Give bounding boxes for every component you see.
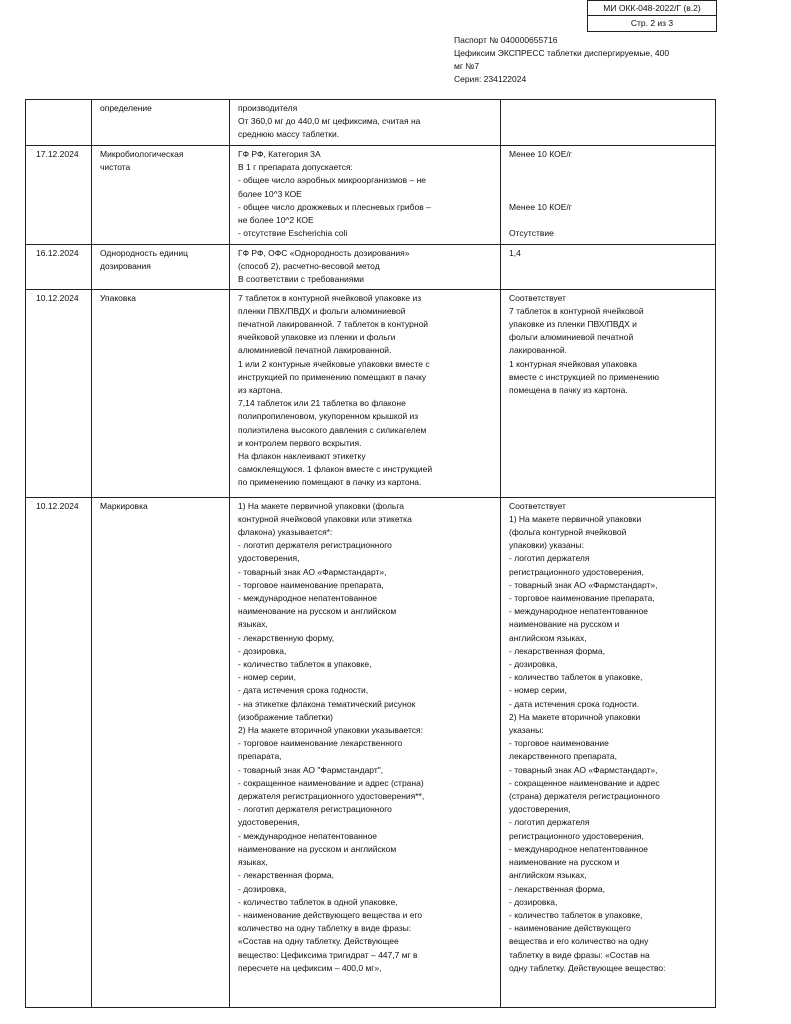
requirement-line: - лекарственную форму,	[238, 632, 335, 643]
indicator-line: чистота	[100, 162, 131, 173]
requirement-cell	[230, 289, 501, 497]
requirement-line: - торговое наименование препарата,	[238, 579, 384, 590]
requirement-line: 1 или 2 контурные ячейковые упаковки вместе с	[238, 358, 430, 369]
requirement-line: ячейковой упаковке из пленки и фольги	[238, 332, 396, 343]
result-line: 1) На макете первичной упаковки	[509, 513, 642, 524]
result-line: английском языках,	[509, 632, 587, 643]
result-line: указаны:	[509, 725, 544, 736]
result-line: - товарный знак АО «Фармстандарт»,	[509, 764, 658, 775]
result-line: помещена в пачку из картона.	[509, 385, 628, 396]
date-cell: 17.12.2024	[26, 146, 92, 245]
indicator-line: Упаковка	[100, 292, 137, 303]
requirement-line: ГФ РФ, ОФС «Однородность дозирования»	[238, 248, 410, 258]
result-line: - логотип держателя	[509, 817, 590, 828]
requirement-line: контурной ячейковой упаковки или этикетка	[238, 513, 412, 524]
requirement-line: 7 таблеток в контурной ячейковой упаковке из	[238, 292, 422, 303]
result-line: регистрационного удостоверения,	[509, 830, 644, 841]
requirement-line: и контролем первого вскрытия.	[238, 437, 362, 448]
requirement-line: - дозировка,	[238, 645, 287, 656]
indicator-cell	[92, 245, 230, 290]
requirement-line: количество на одну таблетку в виде фразы:	[238, 923, 412, 934]
result-line: лекарственного препарата,	[509, 751, 617, 762]
requirement-line: - общее число дрожжевых и плесневых грибов –	[238, 201, 431, 212]
requirement-line: наименование на русском и английском	[238, 606, 397, 617]
result-line: (фольга контурной ячейковой	[509, 527, 627, 538]
result-line: - товарный знак АО «Фармстандарт»,	[509, 579, 658, 590]
requirement-line: В 1 г препарата допускается:	[238, 162, 353, 173]
date-cell: 10.12.2024	[26, 289, 92, 497]
result-cell	[501, 497, 716, 1007]
result-cell	[501, 245, 716, 290]
requirement-line: - количество таблеток в упаковке,	[238, 659, 372, 670]
result-line: вместе с инструкцией по применению	[509, 371, 659, 382]
product-name-line-2: мг №7	[454, 61, 480, 71]
result-line: удостоверения,	[509, 804, 571, 815]
result-line: наименование на русском и	[509, 619, 620, 630]
indicator-cell	[92, 289, 230, 497]
table-row	[26, 289, 716, 497]
requirement-line: - логотип держателя регистрационного	[238, 804, 392, 815]
requirement-line: производителя	[238, 103, 298, 113]
requirement-line: - лекарственная форма,	[238, 870, 334, 881]
result-line: Соответствует	[509, 292, 566, 303]
indicator-cell	[92, 146, 230, 245]
requirement-line: - отсутствие Escherichia coli	[238, 228, 348, 239]
result-line: лакированной.	[509, 345, 567, 356]
series-number: Серия: 234122024	[454, 74, 527, 84]
result-line	[509, 188, 711, 201]
result-line: Отсутствие	[509, 228, 554, 239]
result-line: - дата истечения срока годности.	[509, 698, 640, 709]
requirement-line: - количество таблеток в одной упаковке,	[238, 896, 398, 907]
result-line: - лекарственная форма,	[509, 645, 605, 656]
requirement-line: От 360,0 мг до 440,0 мг цефиксима, считая на	[238, 116, 421, 127]
requirement-line: печатной лакированной. 7 таблеток в контурной	[238, 319, 429, 330]
result-line: наименование на русском и	[509, 857, 620, 868]
result-line: (страна) держателя регистрационного	[509, 791, 660, 802]
indicator-line: Маркировка	[100, 500, 148, 511]
requirement-line: языках,	[238, 857, 268, 868]
result-line: фольги алюминиевой печатной	[509, 332, 634, 343]
requirement-cell	[230, 146, 501, 245]
requirement-line: 2) На макете вторичной упаковки указывается:	[238, 725, 424, 736]
result-line	[509, 161, 711, 174]
result-line: 1 контурная ячейковая упаковка	[509, 358, 638, 369]
requirement-line: наименование на русском и английском	[238, 843, 397, 854]
requirement-line: - дозировка,	[238, 883, 287, 894]
indicator-line: Микробиологическая	[100, 149, 184, 159]
requirement-line: флакона) указывается*:	[238, 527, 333, 538]
requirement-cell	[230, 100, 501, 146]
result-line: - международное непатентованное	[509, 606, 649, 617]
requirement-line: языках,	[238, 619, 268, 630]
test-results-table	[25, 99, 716, 1008]
result-line: 2) На макете вторичной упаковки	[509, 711, 641, 722]
requirement-line: В соответствии с требованиями	[238, 274, 364, 285]
requirement-line: держателя регистрационного удостоверения**,	[238, 791, 425, 802]
requirement-line: На флакон наклеивают этикетку	[238, 451, 366, 462]
requirement-line: не более 10^2 КОЕ	[238, 215, 314, 226]
result-line	[509, 174, 711, 187]
date-cell: 10.12.2024	[26, 497, 92, 1007]
requirement-line: (способ 2), расчетно-весовой метод	[238, 261, 380, 272]
requirement-line: пленки ПВХ/ПВДХ и фольги алюминиевой	[238, 305, 406, 316]
result-line: - торговое наименование препарата,	[509, 593, 655, 604]
requirement-line: - сокращенное наименование и адрес (страна)	[238, 777, 424, 788]
result-line: одну таблетку. Действующее вещество:	[509, 962, 666, 973]
requirement-line: 7,14 таблеток или 21 таблетка во флаконе	[238, 398, 406, 409]
requirement-line: полиэтилена высокого давления с силикагелем	[238, 424, 427, 435]
result-line: - международное непатентованное	[509, 843, 649, 854]
indicator-cell	[92, 497, 230, 1007]
requirement-line: - международное непатентованное	[238, 593, 378, 604]
requirement-line: полипропиленовом, укупоренном крышкой из	[238, 411, 419, 422]
requirement-line: среднюю массу таблетки.	[238, 129, 340, 140]
result-line: - наименование действующего	[509, 923, 631, 934]
requirement-line: более 10^3 КОЕ	[238, 188, 302, 199]
result-line: английском языках,	[509, 870, 587, 881]
requirement-line: ГФ РФ, Категория 3А	[238, 149, 321, 159]
result-line: таблетку в виде фразы: «Состав на	[509, 949, 650, 960]
result-line	[509, 214, 711, 227]
result-line: - сокращенное наименование и адрес	[509, 777, 660, 788]
passport-block	[454, 34, 714, 86]
result-cell	[501, 146, 716, 245]
result-line: - дозировка,	[509, 659, 558, 670]
requirement-line: самоклеящуюся. 1 флакон вместе с инструкцией	[238, 464, 433, 475]
requirement-line: - торговое наименование лекарственного	[238, 738, 403, 749]
result-line: Соответствует	[509, 500, 566, 511]
product-name-line-1: Цефиксим ЭКСПРЕСС таблетки диспергируемые, 400	[454, 48, 670, 58]
requirement-line: - международное непатентованное	[238, 830, 378, 841]
indicator-line: дозирования	[100, 261, 151, 272]
result-cell	[501, 100, 716, 146]
result-line: - лекарственная форма,	[509, 883, 605, 894]
requirement-line: вещество: Цефиксима тригидрат – 447,7 мг в	[238, 949, 418, 960]
result-cell	[501, 289, 716, 497]
table-row	[26, 100, 716, 146]
requirement-line: - дата истечения срока годности,	[238, 685, 369, 696]
requirement-cell	[230, 245, 501, 290]
result-line: Менее 10 КОЕ/г	[509, 201, 572, 212]
requirement-line: (изображение таблетки)	[238, 711, 333, 722]
result-line: 7 таблеток в контурной ячейковой	[509, 305, 644, 316]
requirement-cell	[230, 497, 501, 1007]
result-line: упаковке из пленки ПВХ/ПВДХ и	[509, 319, 637, 330]
result-line: упаковки) указаны:	[509, 540, 584, 551]
page-number: Стр. 2 из 3	[587, 16, 717, 32]
requirement-line: «Состав на одну таблетку. Действующее	[238, 936, 399, 947]
requirement-line: - на этикетке флакона тематический рисунок	[238, 698, 416, 709]
passport-number: Паспорт № 040000655716	[454, 35, 558, 45]
requirement-line: 1) На макете первичной упаковки (фольга	[238, 500, 405, 511]
result-line: - количество таблеток в упаковке,	[509, 909, 643, 920]
indicator-line: определение	[100, 103, 152, 113]
requirement-line: по применению помещают в пачку из картона.	[238, 477, 422, 488]
result-line: - номер серии,	[509, 685, 567, 696]
result-line: Менее 10 КОЕ/г	[509, 149, 572, 159]
result-line: - торговое наименование	[509, 738, 609, 749]
requirement-line: удостоверения,	[238, 553, 300, 564]
requirement-line: - общее число аэробных микроорганизмов – не	[238, 175, 427, 186]
result-line: - количество таблеток в упаковке,	[509, 672, 643, 683]
requirement-line: - товарный знак АО "Фармстандарт",	[238, 764, 384, 775]
requirement-line: инструкцией по применению помещают в пачку	[238, 371, 427, 382]
requirement-line: - товарный знак АО «Фармстандарт»,	[238, 566, 387, 577]
table-row	[26, 497, 716, 1007]
date-cell: 16.12.2024	[26, 245, 92, 290]
indicator-cell	[92, 100, 230, 146]
requirement-line: пересчете на цефиксим – 400,0 мг»,	[238, 962, 382, 973]
result-line: 1,4	[509, 248, 521, 258]
requirement-line: из картона.	[238, 385, 283, 396]
requirement-line: алюминиевой печатной лакированной.	[238, 345, 392, 356]
result-line: регистрационного удостоверения,	[509, 566, 644, 577]
date-cell	[26, 100, 92, 146]
result-line: вещества и его количество на одну	[509, 936, 649, 947]
table-row	[26, 146, 716, 245]
requirement-line: препарата,	[238, 751, 282, 762]
requirement-line: - логотип держателя регистрационного	[238, 540, 392, 551]
result-line: - логотип держателя	[509, 553, 590, 564]
indicator-line: Однородность единиц	[100, 248, 188, 258]
table-row	[26, 245, 716, 290]
result-line: - дозировка,	[509, 896, 558, 907]
requirement-line: - номер серии,	[238, 672, 296, 683]
requirement-line: удостоверения,	[238, 817, 300, 828]
document-code: МИ ОКК-048-2022/Г (в.2)	[587, 0, 717, 16]
requirement-line: - наименование действующего вещества и его	[238, 909, 423, 920]
